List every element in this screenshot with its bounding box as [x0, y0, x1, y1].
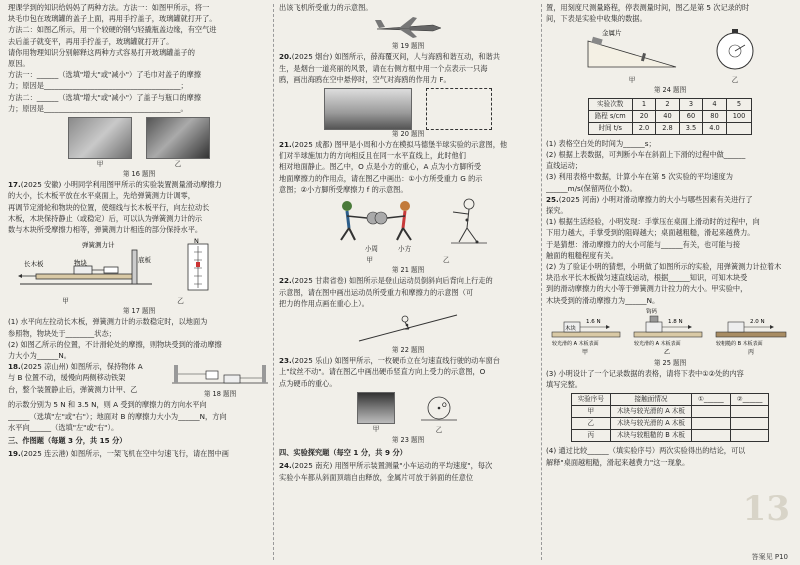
q24-data-table: [588, 98, 753, 135]
figure-21-left-people: [327, 198, 423, 244]
figure-21-right-person: [449, 198, 489, 244]
figure-23: [279, 392, 537, 436]
q18-number: 18.: [8, 362, 21, 372]
table-row: [571, 430, 769, 442]
figure-18-diagram: [170, 361, 270, 387]
figure-22-slope: [353, 309, 463, 343]
coin-diagram: [419, 392, 459, 422]
q22-line: 把力的作用点画在重心上）。: [279, 298, 369, 308]
table-header-row: [588, 98, 752, 110]
figure-17: [16, 238, 270, 296]
airplane-figure: [373, 15, 443, 39]
q25-tail-line: (4) 通过比较______（填实验序号）两次实验得出的结论，可以: [546, 446, 746, 456]
intro-line: 块毛巾包在玻璃罐的盖子上面，再用手拧盖子，玻璃罐就打开了。: [8, 14, 217, 24]
figure-17-right-label: 乙: [177, 297, 184, 306]
section-3-heading: 三、作图题（每题 3 分，共 15 分）: [8, 436, 127, 446]
figure-16: [8, 117, 270, 170]
q17-sub-line: 参照物，物块处于________状态；: [8, 328, 116, 338]
table-cell: 木块与较光滑的 A 木板: [610, 418, 691, 430]
table-cell: [692, 418, 731, 430]
q25-line: 于是猜想：滑动摩擦力的大小可能与______有关，也可能与接: [546, 239, 741, 249]
figure-19-caption: 第 19 题图: [391, 42, 425, 51]
table-cell: 3.5: [679, 122, 703, 134]
center-point-label: O: [442, 401, 447, 409]
table-cell: [726, 122, 752, 134]
table-header-row: [571, 394, 769, 406]
q21-line: 意图；②小方脚所受摩擦力 f 的示意图。: [279, 184, 408, 194]
page-number-badge: 13: [742, 489, 790, 529]
figure-24-right-label: 乙: [731, 75, 739, 84]
towel-jar-photo: [68, 117, 132, 159]
figure-24-caption: 第 24 题图: [653, 85, 687, 94]
base-label: 底板: [138, 256, 151, 265]
q19-cont-line: 出该飞机所受重力的示意图。: [279, 3, 373, 12]
q17-sub-line: (1) 水平向左拉动长木板，弹簧测力计的示数稳定时，以地面为: [8, 317, 208, 327]
figure-24: [546, 27, 794, 85]
table-cell: 4: [703, 98, 727, 110]
newton-unit-label: N: [194, 238, 199, 246]
q25-line: (1) 根据生活经验，小明发现：手掌压在桌面上滑动时的过程中，向: [546, 217, 760, 227]
table-cell: 实验序号: [571, 394, 610, 406]
table-cell: 木块与较粗糙的 B 木板: [610, 430, 691, 442]
q25-table-intro: 填写完整。: [546, 380, 582, 390]
q20-line: 生，是烟台一道亮丽的风景，请在右侧方框中用一个点表示一只海: [279, 63, 488, 73]
q20-line: 鸥，画出海鸥在空中悬停时，空气对海鸥的作用力 F。: [279, 74, 451, 84]
q18-line: 水平向______（选填"左"或"右"）。: [8, 422, 119, 432]
q24-sub-line: (2) 根据上表数据，可判断小车在斜面上下滑的过程中做______: [546, 150, 746, 160]
figure-20-caption: 第 20 题图: [391, 130, 425, 139]
figure-23-right-label: 乙: [435, 426, 443, 435]
q22-line: (2025 甘肃省卷) 如图所示是登山运动员倒斜向后背向上行走的: [291, 276, 493, 286]
q21-line: 地面摩擦力的作用点，请在图乙中画出：①小方所受重力 G 的示: [279, 173, 483, 183]
column-middle: [279, 2, 537, 562]
q20-number: 20.: [279, 52, 292, 62]
figure-18-caption: 第 18 题图: [203, 390, 237, 399]
figure-25-diagram: [546, 306, 794, 356]
spoon-jar-photo: [146, 117, 210, 159]
table-row: [588, 122, 752, 134]
coin-window-photo: [357, 392, 395, 424]
q24-sub-line: 直线运动；: [546, 161, 582, 171]
table-cell: 丙: [571, 430, 610, 442]
q25-line: (2) 为了验证小明的猜想，小明做了如图所示的实验，用弹簧测力计拉着木: [546, 262, 782, 272]
answer-reference: 答案见 P10: [751, 553, 788, 561]
q17-line: 再调节定滑轮和物块的位置，使细线与长木板平行，向左拉动长: [8, 202, 210, 212]
table-row: [571, 418, 769, 430]
table-cell: [692, 406, 731, 418]
q17-line: 数与木块所受摩擦力相等，弹簧测力计相连的部分保持水平。: [8, 225, 203, 235]
table-cell: 3: [679, 98, 703, 110]
figure-25-panel-b: [634, 307, 702, 356]
q25-record-table: [571, 393, 770, 442]
force-label-c: 2.0 N: [750, 318, 765, 325]
q17-sub-line: 力大小为______N。: [8, 351, 71, 361]
table-cell: [730, 430, 769, 442]
figure-16-left-label: 甲: [96, 160, 104, 169]
q21-line: (2025 成都) 图甲是小周和小方在模拟马德堡半球实验的示意图，他: [291, 140, 508, 150]
method2-line: 力；原因是______________________________________。: [8, 103, 188, 113]
q23-line: 上"纹丝不动"。请在图乙中画出硬币竖直方向上受力的示意图，O: [279, 367, 486, 377]
column-left: [8, 2, 270, 562]
method1-line: 力；原因是______________________________________；: [8, 81, 188, 91]
intro-line: 原因。: [8, 59, 30, 69]
q18-line: (2025 凉山州) 如图所示，保持物体 A: [20, 362, 143, 372]
section-4-heading: 四、实验探究题（每空 1 分，共 9 分）: [279, 448, 407, 458]
table-cell: 接触面情况: [610, 394, 691, 406]
q17-sub-line: (2) 如图乙所示的位置，不计滑轮处的摩擦，则物块受到的滑动摩擦: [8, 339, 222, 349]
figure-21-caption: 第 21 题图: [391, 266, 425, 275]
q17-line: 木板，木块保持静止（或稳定）后，可以认为弹簧测力计的示: [8, 213, 203, 223]
table-cell: 2.0: [632, 122, 656, 134]
q23-line: 点为硬币的重心。: [279, 378, 337, 388]
table-cell: 1: [632, 98, 656, 110]
figure-17-caption: 第 17 题图: [122, 307, 156, 316]
board-label-c: 较粗糙的 B 木板表面: [716, 340, 763, 347]
q18-line: 台，整个装置静止后，弹簧测力计甲、乙: [8, 384, 138, 394]
q19-line: (2025 连云港) 如图所示，一架飞机在空中匀速飞行，请在图中画: [20, 449, 229, 459]
intro-line: 请你用物理知识分别解释这两种方式容易打开玻璃罐盖子的: [8, 47, 195, 57]
q17-line: 的大小，长木板平放在水平桌面上，先给弹簧测力计调零，: [8, 191, 195, 201]
figure-23-left-label: 甲: [372, 424, 380, 433]
table-cell: 2: [656, 98, 680, 110]
table-cell: [692, 430, 731, 442]
table-cell: ②______: [730, 394, 769, 406]
figure-23-caption: 第 23 题图: [391, 436, 425, 445]
q25-line: (2025 河南) 小明对滑动摩擦力的大小与哪些因素有关进行了: [558, 194, 753, 204]
table-cell: 路程 s/cm: [588, 110, 632, 122]
q17-number: 17.: [8, 180, 21, 190]
q22-line: 示意图，请在图中画出运动员所受重力和摩擦力的示意图（可: [279, 287, 474, 297]
q24-line: (2025 南充) 用图甲所示装置测量"小车运动的平均速度"，每次: [291, 461, 493, 471]
panel-label-c: 丙: [748, 348, 755, 356]
q17-line: (2025 安徽) 小明同学利用图甲所示的实验装置测量滑动摩擦力: [20, 180, 222, 190]
table-cell: 4.0: [703, 122, 727, 134]
q25-table-intro: (3) 小明设计了一个记录数据的表格，请将下表中①②处的内容: [546, 369, 744, 379]
figure-16-right-label: 乙: [174, 160, 182, 169]
figure-22-caption: 第 22 题图: [391, 346, 425, 355]
method2-line: 方法二：______（选填"增大"或"减小"）了盖子与瓶口的摩擦: [8, 92, 201, 102]
metal-sheet-label: 金属片: [602, 29, 622, 38]
q25-line: 块沿水平长木板做匀速直线运动，根据______知识，可知木块受: [546, 273, 748, 283]
figure-16-caption: 第 16 题图: [122, 170, 156, 179]
q19-number: 19.: [8, 449, 21, 459]
table-cell: 40: [656, 110, 680, 122]
table-cell: 木块与较光滑的 A 木板: [610, 406, 691, 418]
table-cell: 2.8: [656, 122, 680, 134]
table-cell: 60: [679, 110, 703, 122]
q24-cont-line: 置，用刻度尺测量路程，停表测量时间，图乙是第 5 次记录的时: [546, 3, 750, 12]
q25-line: 触面的粗糙程度有关。: [546, 250, 618, 260]
q18-line: 与 B 位置不动，缓慢向两侧移动铁架: [8, 373, 126, 383]
weight-label: 钩码: [646, 308, 658, 315]
intro-line: 去后盖子就变平，再用手拧盖子，玻璃罐就打开了。: [8, 36, 174, 46]
person-label-fang: 小方: [398, 245, 412, 254]
q21-number: 21.: [279, 140, 292, 150]
force-label-b: 1.8 N: [668, 318, 683, 325]
q20-line: (2025 烟台) 如图所示，薛海覆灭间，人与海鸥和谐互动，和谐共: [291, 52, 500, 62]
q25-line: 木块受到的滑动摩擦力为______N。: [546, 295, 660, 305]
answer-box: [426, 88, 492, 130]
figure-20: [279, 88, 537, 130]
board-label-a: 较光滑的 A 木板表面: [552, 340, 599, 347]
block-label-a: 木块: [565, 325, 577, 332]
q22-number: 22.: [279, 276, 292, 286]
table-cell: 100: [726, 110, 752, 122]
table-cell: ①______: [692, 394, 731, 406]
q25-tail-line: 解释"桌面越粗糙，滑起来越费力"这一现象。: [546, 457, 690, 467]
column-divider: [273, 4, 274, 560]
q24-sub-line: ______m/s(保留两位小数)。: [546, 183, 637, 193]
figure-24-left-label: 甲: [628, 75, 636, 84]
q18-line: ______（选填"左"或"右"）；地面对 B 的摩擦力大小为______N，方向: [8, 411, 227, 421]
figure-17-right-meter: [166, 238, 236, 296]
q25-line: 探究。: [546, 206, 568, 216]
table-cell: [730, 406, 769, 418]
figure-25-caption: 第 25 题图: [653, 359, 687, 368]
force-label-a: 1.6 N: [586, 318, 601, 325]
q23-line: (2025 乐山) 如图甲所示，一枚硬币立在匀速直线行驶的动车窗台: [291, 356, 500, 366]
figure-21: [279, 198, 537, 244]
q21-line: 相对地面静止。图乙中，O 点是小方的重心，A 点为小方脚所受: [279, 162, 482, 172]
block-label: 物块: [74, 259, 87, 268]
table-cell: 时间 t/s: [588, 122, 632, 134]
figure-21-left-label: 甲: [366, 256, 373, 265]
table-cell: 5: [726, 98, 752, 110]
figure-25-panel-a: [552, 319, 620, 356]
incline-diagram: [582, 27, 682, 71]
q25-number: 25.: [546, 194, 559, 204]
q24-line: 实验小车都从斜面顶端自由释放，金属片可放于斜面的任意位: [279, 472, 474, 482]
q18-line: 的示数分别为 5 N 和 3.5 N，则 A 受到的摩擦力的方向水平向: [8, 400, 207, 410]
stopwatch-figure: [712, 27, 758, 71]
method1-line: 方法一：______（选填"增大"或"减小"）了毛巾对盖子的摩擦: [8, 70, 201, 80]
spring-meter-label: 弹簧测力计: [82, 241, 115, 250]
q24-number: 24.: [279, 461, 292, 471]
q21-line: 们对半球施加力的方向相反且在同一水平直线上，此时他们: [279, 151, 466, 161]
column-divider: [541, 4, 542, 560]
table-cell: 20: [632, 110, 656, 122]
column-right: [546, 2, 794, 562]
table-cell: [730, 418, 769, 430]
panel-label-a: 甲: [582, 348, 589, 356]
panel-label-b: 乙: [664, 348, 671, 356]
figure-17-left-label: 甲: [62, 297, 69, 306]
figure-16-right: [146, 117, 210, 170]
table-row: [571, 406, 769, 418]
figure-16-left: [68, 117, 132, 170]
intro-line: 理课学到的知识给妈妈了两种方法。方法一：如图甲所示，将一: [8, 3, 210, 12]
q23-number: 23.: [279, 356, 292, 366]
figure-21-right-label: 乙: [443, 256, 450, 265]
person-label-zhou: 小周: [364, 245, 378, 254]
table-cell: 乙: [571, 418, 610, 430]
long-board-label: 长木板: [24, 260, 44, 269]
q24-sub-line: (3) 利用表格中数据，计算小车在第 5 次实验的平均速度为: [546, 172, 733, 182]
intro-line: 方法二：如图乙所示，用一个较硬的钢勺轻撬瓶盖边缘，有空气进: [8, 25, 217, 35]
seagull-photo: [324, 88, 412, 130]
figure-17-left-diagram: [16, 238, 156, 296]
q25-line: 到的滑动摩擦力的大小等于弹簧测力计拉力的大小。甲实验中，: [546, 284, 748, 294]
q25-line: 下用力越大，手掌受到的阻碍越大；桌面越粗糙，滑起来越费力。: [546, 228, 755, 238]
q24-sub-line: (1) 表格空白处的时间为______s；: [546, 138, 656, 148]
table-cell: 甲: [571, 406, 610, 418]
board-label-b: 较光滑的 A 木板表面: [634, 340, 681, 347]
figure-25-panel-c: [716, 319, 786, 356]
table-row: [588, 110, 752, 122]
table-cell: 80: [703, 110, 727, 122]
q24-cont-line: 间，下表是实验中收集的数据。: [546, 14, 647, 24]
table-cell: 实验次数: [588, 98, 632, 110]
